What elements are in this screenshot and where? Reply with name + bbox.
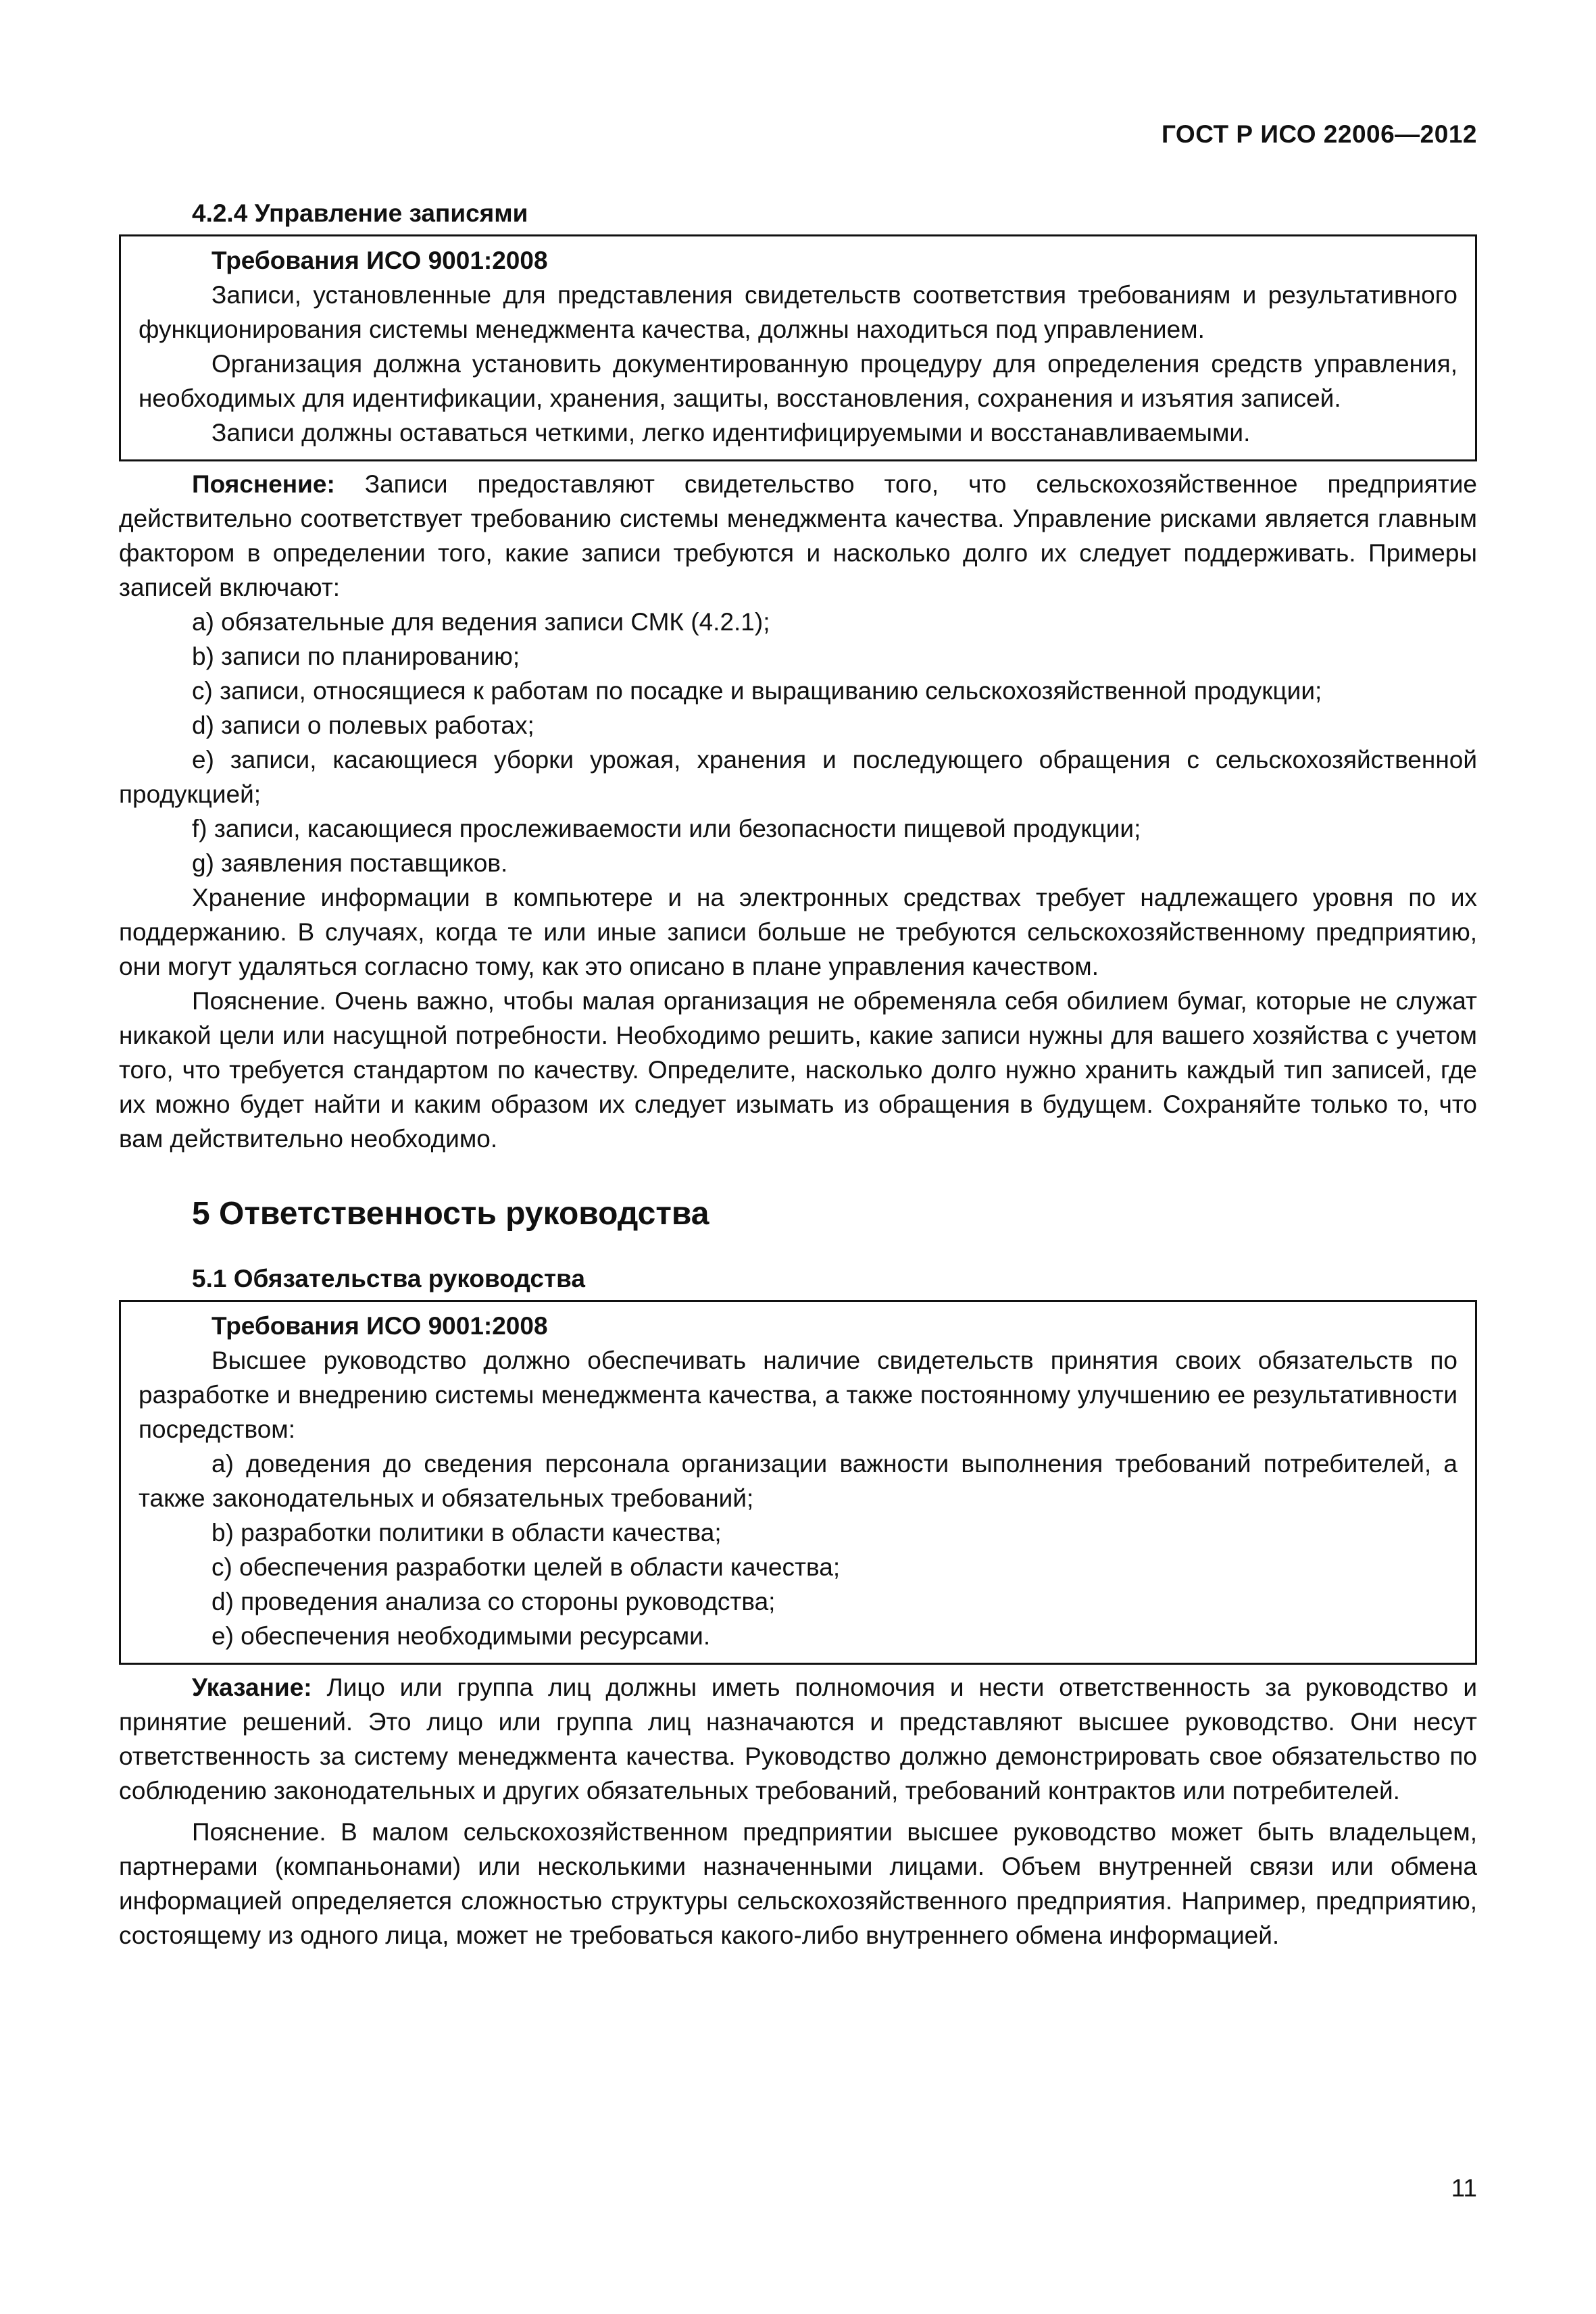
requirements-paragraph: Записи, установленные для представления свидетельств соответствия требованиям и результативного функционирования системы менеджмента качества, должны находиться под управлением. — [139, 281, 1457, 343]
list-item: d) записи о полевых работах; — [192, 711, 534, 739]
list-item: e) записи, касающиеся уборки урожая, хранения и последующего обращения с сельскохозяйственной продукцией; — [119, 746, 1477, 808]
requirements-paragraph: Организация должна установить документированную процедуру для определения средств управления, необходимых для идентификации, хранения, защиты, восстановления, сохранения и изъятия записей. — [139, 350, 1457, 412]
list-item: a) доведения до сведения персонала организации важности выполнения требований потребителей, а также законодательных и обязательных требований; — [139, 1450, 1457, 1512]
section-heading-5-1: 5.1 Обязательства руководства — [192, 1265, 585, 1292]
requirements-box-4-2-4 — [119, 234, 1477, 461]
requirements-paragraph: Записи должны оставаться четкими, легко идентифицируемыми и восстанавливаемыми. — [211, 419, 1251, 447]
list-item: c) записи, относящиеся к работам по посадке и выращиванию сельскохозяйственной продукции; — [192, 677, 1322, 705]
requirements-box-title: Требования ИСО 9001:2008 — [211, 1312, 548, 1340]
indication-paragraph — [119, 1670, 1477, 1808]
list-item: b) записи по планированию; — [192, 643, 520, 670]
requirements-paragraph: Высшее руководство должно обеспечивать наличие свидетельств принятия своих обязательств по разработке и внедрению системы менеджмента качества, а также постоянному улучшению ее результативности посредством: — [139, 1347, 1457, 1443]
list-item: b) разработки политики в области качества; — [211, 1519, 722, 1546]
list-item: d) проведения анализа со стороны руководства; — [211, 1588, 776, 1615]
section-heading-4-2-4: 4.2.4 Управление записями — [192, 199, 528, 227]
list-item: a) обязательные для ведения записи СМК (4.2.1); — [192, 608, 770, 636]
explanation-text: Записи предоставляют свидетельство того, что сельскохозяйственное предприятие действительно соответствует требованию системы менеджмента качества. Управление рисками является главным фактором в определении того, какие записи требуются и насколько долго их следует поддерживать. Примеры записей включают: — [119, 470, 1477, 601]
page-content — [119, 196, 1477, 1953]
note-paragraph: Пояснение. В малом сельскохозяйственном предприятии высшее руководство может быть владельцем, партнерами (компаньонами) или несколькими назначенными лицами. Объем внутренней связи или обмена информацией определяется сложностью структуры сельскохозяйственного предприятия. Например, предприятию, состоящему из одного лица, может не требоваться какого-либо внутреннего обмена информацией. — [119, 1818, 1477, 1949]
indication-text: Лицо или группа лиц должны иметь полномочия и нести ответственность за руководство и принятие решений. Это лицо или группа лиц назначаются и представляют высшее руководство. Они несут ответственность за систему менеджмента качества. Руководство должно демонстрировать свое обязательство по соблюдению законодательных и других обязательных требований, требований контрактов или потребителей. — [119, 1674, 1477, 1805]
standard-header: ГОСТ Р ИСО 22006—2012 — [1161, 120, 1477, 148]
requirements-box-title: Требования ИСО 9001:2008 — [211, 247, 548, 274]
explanation-label: Пояснение: — [192, 470, 335, 498]
list-item: f) записи, касающиеся прослеживаемости или безопасности пищевой продукции; — [192, 815, 1141, 842]
list-item: c) обеспечения разработки целей в области качества; — [211, 1553, 841, 1581]
body-paragraph: Хранение информации в компьютере и на электронных средствах требует надлежащего уровня по их поддержанию. В случаях, когда те или иные записи больше не требуются сельскохозяйственному предприятию, они могут удаляться согласно тому, как это описано в плане управления качеством. — [119, 884, 1477, 980]
note-paragraph: Пояснение. Очень важно, чтобы малая организация не обременяла себя обилием бумаг, которые не служат никакой цели или насущной потребности. Необходимо решить, какие записи нужны для вашего хозяйства с учетом того, что требуется стандартом по качеству. Определите, насколько долго нужно хранить каждый тип записей, где их можно будет найти и каким образом их следует изымать из обращения в будущем. Сохраняйте только то, что вам действительно необходимо. — [119, 987, 1477, 1153]
list-item: e) обеспечения необходимыми ресурсами. — [211, 1622, 711, 1650]
explanation-paragraph — [119, 467, 1477, 605]
list-item: g) заявления поставщиков. — [192, 849, 508, 877]
requirements-box-5-1 — [119, 1300, 1477, 1665]
page-number: 11 — [1451, 2174, 1477, 2202]
indication-label: Указание: — [192, 1674, 312, 1701]
section-heading-5: 5 Ответственность руководства — [192, 1196, 709, 1232]
